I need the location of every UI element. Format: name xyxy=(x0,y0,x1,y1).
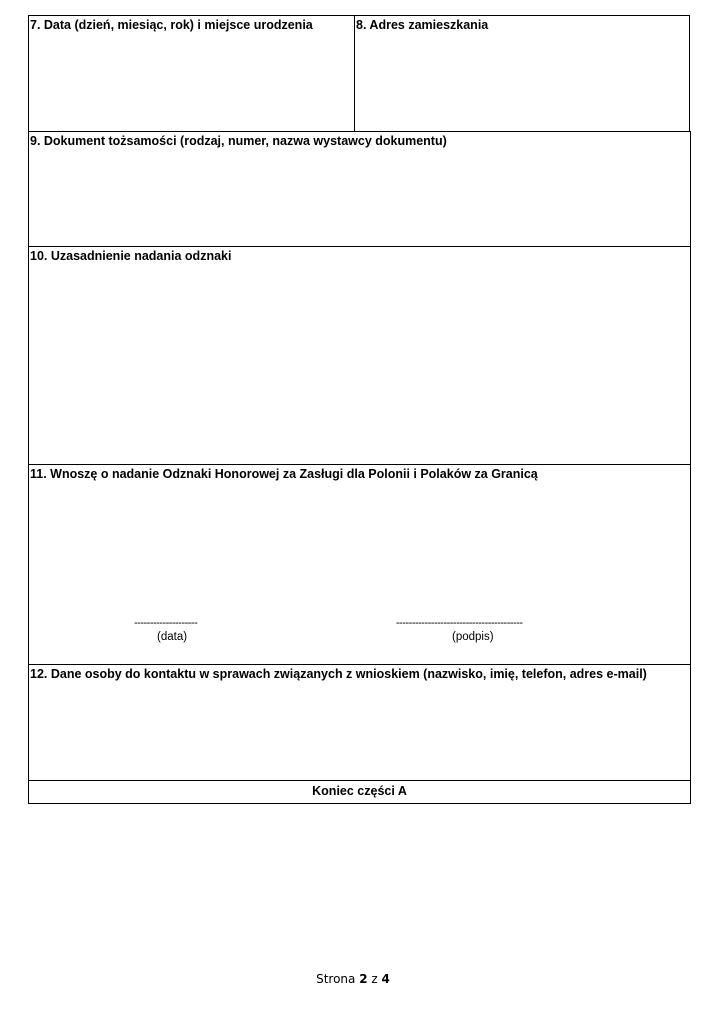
section-end-label: Koniec części A xyxy=(312,784,407,798)
signature-line[interactable]: ---------------------------------------- xyxy=(396,617,523,629)
section-end-row xyxy=(28,780,691,804)
page-separator: z xyxy=(371,972,378,986)
field-11-application-statement xyxy=(28,464,691,665)
field-8-label: 8. Adres zamieszkania xyxy=(356,18,489,32)
signature-caption: (podpis) xyxy=(452,631,494,643)
date-signature-line[interactable]: -------------------- xyxy=(134,617,198,629)
field-12-label: 12. Dane osoby do kontaktu w sprawach związanych z wnioskiem (nazwisko, imię, telefon, adres e-mail) xyxy=(30,667,647,681)
page-prefix: Strona xyxy=(316,972,356,986)
field-11-label: 11. Wnoszę o nadanie Odznaki Honorowej za Zasługi dla Polonii i Polaków za Granicą xyxy=(30,467,538,481)
field-7-label: 7. Data (dzień, miesiąc, rok) i miejsce urodzenia xyxy=(30,18,313,32)
field-8-address[interactable] xyxy=(354,15,690,132)
field-9-label: 9. Dokument tożsamości (rodzaj, numer, nazwa wystawcy dokumentu) xyxy=(30,134,447,148)
page-current: 2 xyxy=(359,972,368,986)
field-9-identity-document[interactable] xyxy=(28,131,691,247)
page-number xyxy=(0,971,706,987)
date-caption: (data) xyxy=(157,631,188,643)
field-10-label: 10. Uzasadnienie nadania odznaki xyxy=(30,249,232,263)
field-10-justification[interactable] xyxy=(28,246,691,465)
field-12-contact-person[interactable] xyxy=(28,664,691,781)
page-total: 4 xyxy=(381,972,390,986)
field-7-birth-date-place[interactable] xyxy=(28,15,355,132)
